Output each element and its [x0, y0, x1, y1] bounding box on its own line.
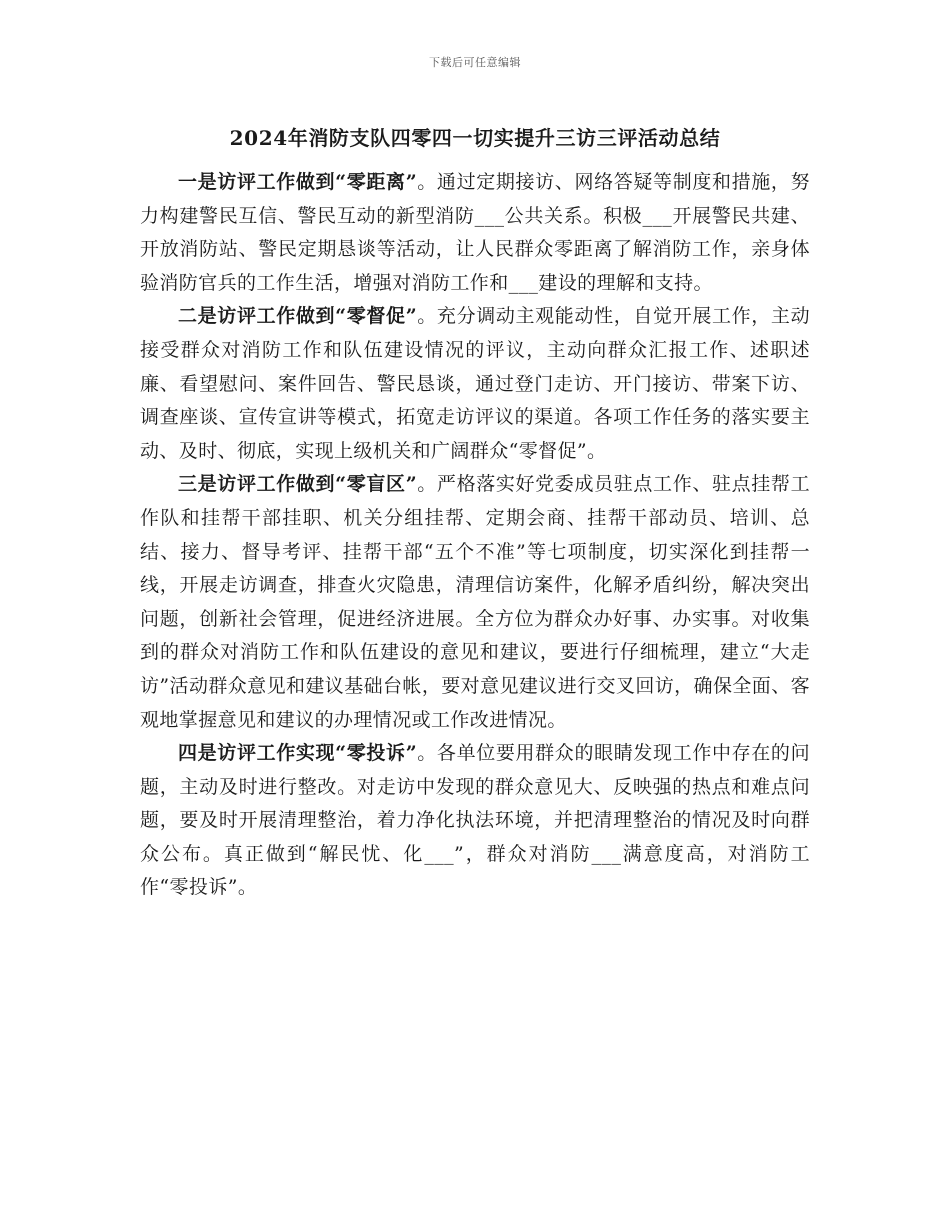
- paragraph-3-lead: 三是访评工作做到“零盲区”: [178, 473, 418, 496]
- paragraph-3-body: 。严格落实好党委成员驻点工作、驻点挂帮工作队和挂帮干部挂职、机关分组挂帮、定期会商、挂帮干部动员、培训、总结、接力、督导考评、挂帮干部“五个不准”等七项制度，切实深化到挂帮一线，开展走访调查，排查火灾隐患，清理信访案件，化解矛盾纠纷，解决突出问题，创新社会管理，促进经济进展。全方位为群众办好事、办实事。对收集到的群众对消防工作和队伍建设的意见和建议，要进行仔细梳理，建立“大走访”活动群众意见和建议基础台帐，要对意见建议进行交叉回访，确保全面、客观地掌握意见和建议的办理情况或工作改进情况。: [140, 473, 810, 731]
- paragraph-1-lead: 一是访评工作做到“零距离”: [178, 171, 418, 193]
- paragraph-1: [140, 166, 810, 300]
- paragraph-4-body: 。各单位要用群众的眼睛发现工作中存在的问题，主动及时进行整改。对走访中发现的群众意见大、反映强的热点和难点问题，要及时开展清理整治，着力净化执法环境，并把清理整治的情况及时向群众公布。真正做到“解民忧、化___”，群众对消防___满意度高，对消防工作“零投诉”。: [140, 742, 810, 899]
- paragraph-4-lead: 四是访评工作实现“零投诉”: [178, 742, 418, 765]
- header-note: 下载后可任意编辑: [429, 56, 521, 69]
- paragraph-2-lead: 二是访评工作做到“零督促”: [178, 305, 418, 328]
- paragraph-1-body: 。通过定期接访、网络答疑等制度和措施，努力构建警民互信、警民互动的新型消防___公共关系。积极___开展警民共建、开放消防站、警民定期恳谈等活动，让人民群众零距离了解消防工作，亲身体验消防官兵的工作生活，增强对消防工作和___建设的理解和支持。: [140, 171, 810, 294]
- paragraph-4: [140, 737, 810, 905]
- paragraph-2-body: 。充分调动主观能动性，自觉开展工作，主动接受群众对消防工作和队伍建设情况的评议，主动向群众汇报工作、述职述廉、看望慰问、案件回告、警民恳谈，通过登门走访、开门接访、带案下访、调查座谈、宣传宣讲等模式，拓宽走访评议的渠道。各项工作任务的落实要主动、及时、彻底，实现上级机关和广阔群众“零督促”。: [140, 305, 810, 462]
- document-body: [140, 166, 810, 905]
- document-title: 2024年消防支队四零四一切实提升三访三评活动总结: [229, 126, 721, 150]
- paragraph-2: [140, 300, 810, 468]
- paragraph-3: [140, 468, 810, 737]
